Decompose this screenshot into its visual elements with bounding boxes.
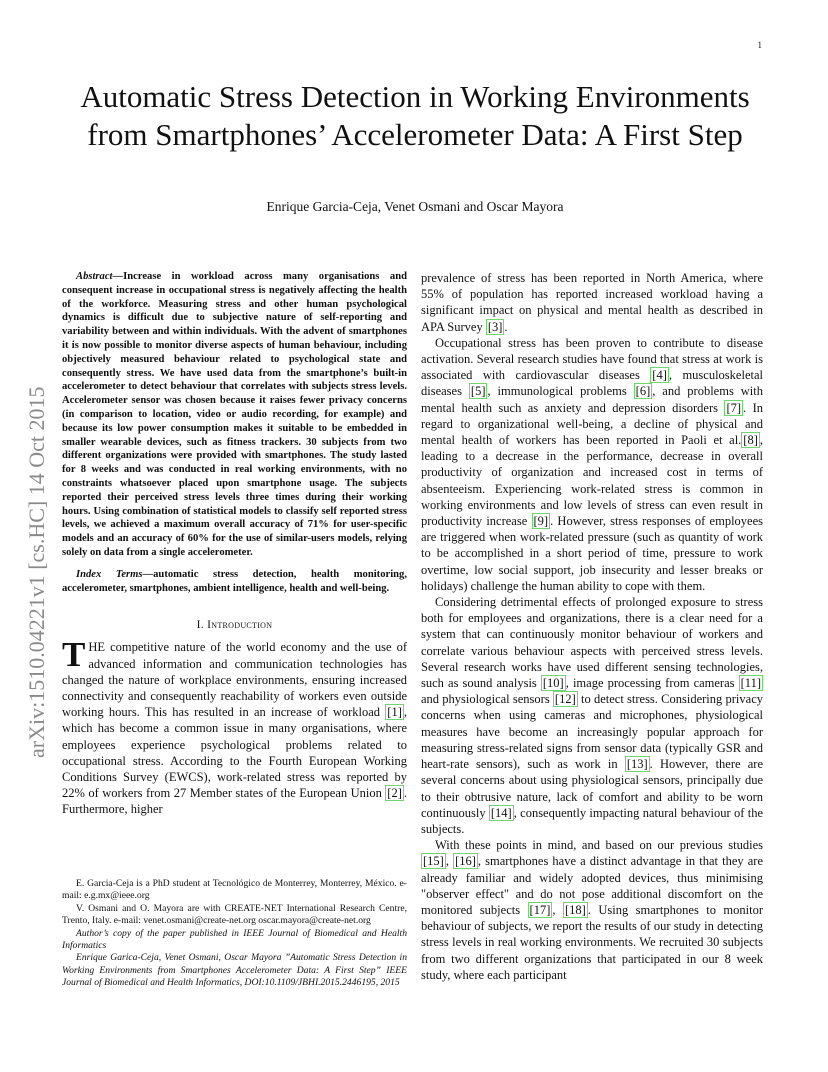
citation-link[interactable]: [10]	[542, 676, 564, 691]
citation-link[interactable]: [5]	[470, 384, 486, 399]
abstract-text: —Increase in workload across many organisations and consequent increase in occupational stress is negatively affecting the health of the workforce. Measuring stress and other human psychological dynamics is difficult due to subjective nature of self-reporting and variability between and within individuals. With the advent of smartphones it is now possible to monitor diverse aspects of human behaviour, including objectively measured behaviour related to psychological state and consequently stress. We have used data from the smartphone’s built-in accelerometer to detect behaviour that correlates with subjects stress levels. Accelerometer sensor was chosen because it raises fewer privacy concerns (in comparison to location, video or audio recording, for example) and because its low power consumption makes it suitable to be embedded in smaller wearable devices, such as fitness trackers. 30 subjects from two different organizations were provided with smartphones. The study lasted for 8 weeks and was conducted in real working environments, with no constraints whatsoever placed upon smartphone usage. The subjects reported their perceived stress levels three times during their working hours. Using combination of statistical models to classify self reported stress levels, we achieved a maximum overall accuracy of 71% for user-specific models and an accuracy of 60% for the use of similar-users models, relying solely on data from a single accelerometer.	[62, 271, 407, 558]
paper-title: Automatic Stress Detection in Working Environments from Smartphones’ Accelerometer Data: A First Step	[80, 79, 750, 152]
footnote-affiliation-2: V. Osmani and O. Mayora are with CREATE-NET International Research Centre, Trento, Italy. e-mail: venet.osmani@create-net.org oscar.mayora@create-net.org	[62, 902, 407, 927]
footnote-affiliation-1: E. Garcia-Ceja is a PhD student at Tecnológico de Monterrey, Monterrey, México. e-mail: e.g.mx@ieee.org	[62, 878, 407, 902]
text-run: .	[504, 319, 508, 334]
text-run: ,	[445, 854, 454, 869]
text-run: . Using smartphones to monitor behaviour of subjects, we report the results of our study in detecting stress levels in real working environments. We recruited 30 subjects from two different organizations that participated in our 8 week study, where each participant	[421, 902, 764, 982]
citation-link[interactable]: [6]	[635, 384, 651, 399]
citation-link[interactable]: [16]	[455, 854, 476, 869]
text-run: , musculoskeletal diseases	[421, 368, 763, 399]
citation-link[interactable]: [14]	[490, 805, 512, 820]
footnote-copy-notice: Author’s copy of the paper published in IEEE Journal of Biomedical and Health Informatics	[62, 927, 407, 952]
text-run: and physiological sensors	[421, 692, 553, 707]
abstract-label: Abstract	[76, 271, 113, 282]
text-run: to detect stress. Considering privacy concerns when using cameras and microphones, physiological measures have become an increasingly popular approach for measuring stress-related signs from sensor data (typically GSR and heart-rate sensors), such as work in	[421, 692, 763, 772]
citation-link[interactable]: [7]	[726, 400, 742, 415]
text-run: , and problems with mental health such as anxiety and depression disorders	[421, 384, 763, 415]
text-run: Occupational stress has been proven to contribute to disease activation. Several research studies have found that stress at work is associated with cardiovascular diseases	[421, 335, 763, 383]
citation-link[interactable]: [17]	[529, 902, 551, 917]
text-run: . Furthermore, higher	[62, 786, 407, 817]
text-run: . However, there are several concerns about using physiological sensors, principally due to their obtrusive nature, lack of comfort and ability to be worn continuously	[421, 757, 763, 820]
text-run: Considering detrimental effects of prolonged exposure to stress both for employees and organizations, there is a clear need for a system that can continuously monitor behaviour of workers and correlate various behaviour aspects with perceived stress levels. Several research works have used different sensing technologies, such as sound analysis	[421, 595, 763, 691]
citation-link[interactable]: [3]	[487, 319, 503, 334]
text-run: , smartphones have a distinct advantage in that they are already familiar and widely adopted devices, thus minimising "observer effect" and do not pose additional discomfort on the monitored subjects	[421, 854, 764, 917]
footnote-citation: Enrique Garica-Ceja, Venet Osmani, Oscar Mayora ”Automatic Stress Detection in Working Environments from Smartphones Accelerometer Data: A First Step” IEEE Journal of Biomedical and Health Informatics, DOI:10.1109/JBHI.2015.2446195, 2015	[62, 952, 407, 989]
text-run: HE competitive nature of the world economy and the use of advanced information and communication technologies has changed the nature of workplace environments, ensuring increased connectivity and consequently reachability of workers even outside working hours. This has resulted in an increase of workload	[62, 640, 407, 720]
arxiv-identifier: arXiv:1510.04221v1 [cs.HC] 14 Oct 2015	[24, 386, 49, 758]
paragraph-monitoring	[421, 594, 763, 837]
paragraph-prevalence	[421, 270, 763, 335]
text-run: . In regard to organizational well-being, a decline of physical and mental health of workers has been reported in Paoli et al.	[421, 400, 763, 448]
index-terms-label: Index Terms	[76, 568, 143, 580]
citation-link[interactable]: [4]	[652, 368, 667, 383]
author-list: Enrique Garcia-Ceja, Venet Osmani and Oscar Mayora	[266, 199, 564, 214]
citation-link[interactable]: [9]	[533, 514, 549, 529]
citation-link[interactable]: [2]	[387, 786, 402, 801]
text-run: , which has become a common issue in many organisations, where employees experience psychological problems related to occupational stress. According to the Fourth European Working Conditions Survey (EWCS), work-related stress was reported by 22% of workers from 27 Member states of the European Union	[62, 705, 407, 801]
footnotes	[62, 878, 407, 990]
paragraph-disease	[421, 335, 763, 594]
section-heading-introduction: I. Introduction	[196, 619, 273, 632]
index-terms-text: —automatic stress detection, health monitoring, accelerometer, smartphones, ambient intelligence, health and well-being.	[62, 568, 407, 594]
drop-cap: T	[62, 635, 86, 675]
intro-paragraph	[62, 635, 407, 817]
text-run: , consequently impacting natural behaviour of the subjects.	[421, 805, 763, 836]
citation-link[interactable]: [15]	[423, 854, 444, 869]
text-run: . However, stress responses of employees are triggered when work-related pressure (such as quantity of work to be accomplished in a short period of time, pressure to work overtime, low social support, job insecurity and lesser breaks or holidays) challenge the human ability to cope with them.	[421, 514, 764, 593]
citation-link[interactable]: [11]	[740, 676, 761, 691]
text-run: prevalence of stress has been reported in North America, where 55% of population has reported increased workload having a significant impact on physical and mental health as described in APA Survey	[421, 271, 763, 334]
text-run: , immunological problems	[487, 384, 634, 399]
paragraph-smartphones	[421, 837, 763, 983]
citation-link[interactable]: [8]	[743, 433, 758, 448]
right-column	[421, 270, 763, 983]
citation-link[interactable]: [12]	[554, 692, 576, 707]
citation-link[interactable]: [18]	[564, 902, 586, 917]
abstract	[62, 270, 407, 560]
citation-link[interactable]: [13]	[626, 757, 648, 772]
index-terms	[62, 568, 407, 596]
text-run: , leading to a decrease in the performance, decrease in overall productivity of organization and increased cost in terms of absenteeism. Experiencing work-related stress is common in working environments and low levels of stress can even result in productivity increase	[421, 433, 763, 529]
left-column	[62, 270, 407, 818]
page-number: 1	[757, 40, 762, 50]
text-run: With these points in mind, and based on our previous studies	[435, 838, 763, 853]
text-run: , image processing from cameras	[565, 676, 739, 691]
citation-link[interactable]: [1]	[387, 705, 402, 720]
text-run: ,	[552, 902, 563, 917]
